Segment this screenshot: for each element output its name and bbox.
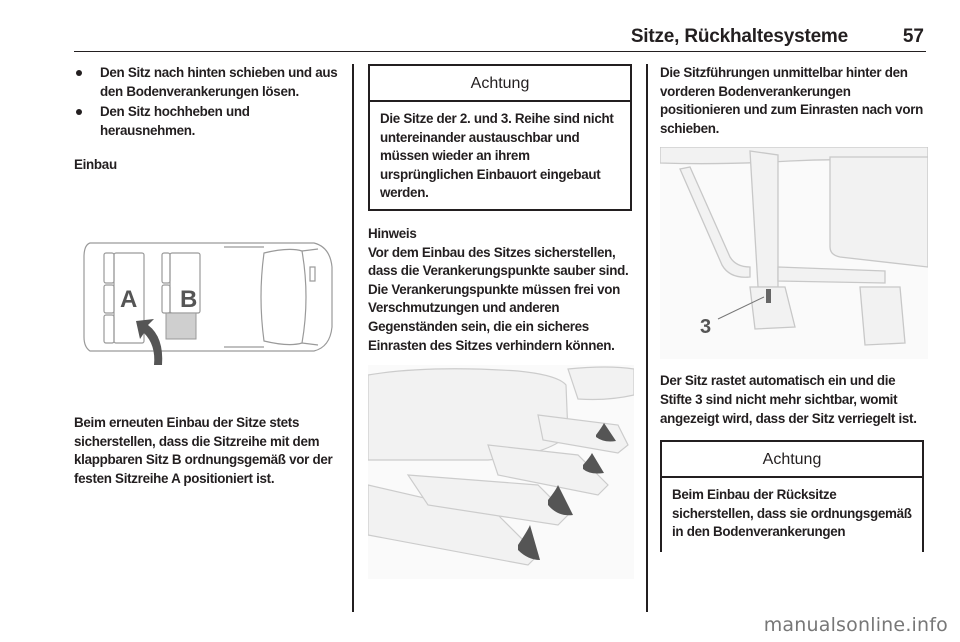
note-body: Vor dem Einbau des Sitzes sicherstellen, dass die Verankerungspunkte sauber sind. Die Verankerungspunkte müssen frei von Verschmutzungen und anderen Gegenständen sein, die ein sicheres Einrasten des Sitzes verhindern können. [368, 244, 629, 353]
label-b: B [180, 285, 198, 313]
bullet-item: Den Sitz hochheben und herausnehmen. [74, 103, 346, 140]
seat-rails-figure [368, 365, 634, 579]
caution-box [368, 64, 632, 211]
caution-box [660, 440, 924, 552]
watermark: manualsonline.info [763, 614, 948, 636]
bullet-item: Den Sitz nach hinten schieben und aus den Bodenverankerungen lösen. [74, 64, 346, 101]
section-heading: Einbau [74, 157, 117, 173]
column-divider [646, 64, 648, 612]
column-2 [368, 64, 632, 579]
caution-body: Die Sitze der 2. und 3. Reihe sind nicht untereinander austauschbar und müssen wieder an ihrem ursprünglichen Einbauort eingebaut werden. [380, 111, 614, 201]
column-divider [352, 64, 354, 612]
van-seat-layout-figure [74, 187, 340, 402]
caution-title: Achtung [370, 66, 630, 102]
seat-rail-illustration [368, 365, 634, 579]
note-heading: Hinweis [368, 225, 417, 241]
van-topview-illustration [74, 187, 340, 402]
callout-3: 3 [700, 316, 711, 339]
column-1 [74, 64, 346, 488]
seat-lock-illustration [660, 147, 928, 359]
section-title: Sitze, Rückhaltesysteme [630, 26, 848, 47]
page-number: 57 [902, 26, 924, 47]
seat-lock-figure [660, 147, 928, 359]
paragraph: Der Sitz rastet automatisch ein und die Stifte 3 sind nicht mehr sichtbar, womit angezeigt wird, dass der Sitz verriegelt ist. [660, 373, 917, 426]
label-a: A [120, 285, 138, 313]
page-header [74, 24, 926, 52]
column-3 [660, 64, 928, 552]
paragraph: Die Sitzführungen unmittelbar hinter den vorderen Bodenverankerungen positionieren und zum Einrasten nach vorn schieben. [660, 65, 923, 136]
caution-body: Beim Einbau der Rücksitze sicherstellen, dass sie ordnungsgemäß in den Bodenverankerungen [672, 487, 912, 540]
paragraph: Beim erneuten Einbau der Sitze stets sicherstellen, dass die Sitzreihe mit dem klappbaren Sitz B ordnungsgemäß vor der festen Sitzreihe A positioniert ist. [74, 414, 333, 486]
caution-title: Achtung [662, 442, 922, 478]
